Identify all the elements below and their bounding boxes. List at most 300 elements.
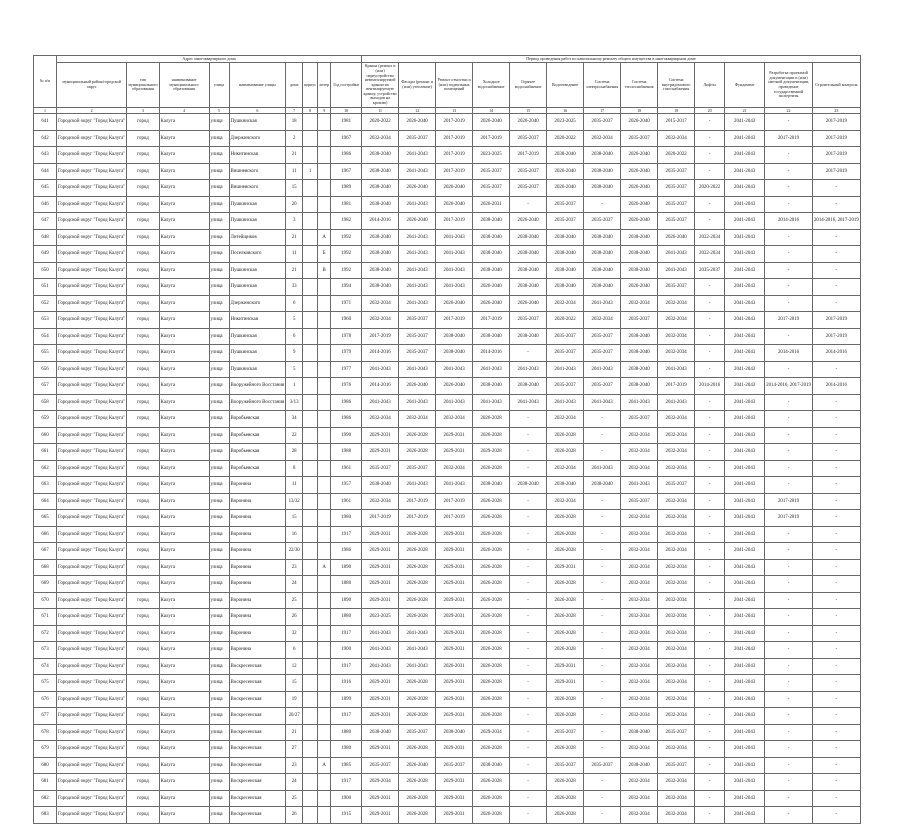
table-cell: 2032-2034 [621,592,658,609]
table-cell: Городской округ "Город Калуга" [57,559,127,576]
table-cell: 2026-2028 [473,675,510,692]
table-cell: 2041-2043 [621,477,658,494]
header-col-korpus: корпус [303,63,318,108]
table-cell: Городской округ "Город Калуга" [57,444,127,461]
table-cell: - [812,675,860,692]
table-cell: 2026-2028 [473,708,510,725]
table-cell: Калуга [159,658,209,675]
table-cell: 1916 [331,675,362,692]
table-cell: Калуга [159,147,209,164]
table-cell: 2029-2031 [436,625,473,642]
table-cell: 2038-2040 [362,279,399,296]
table-cell: 2026-2031 [473,196,510,213]
table-cell [303,576,318,593]
table-cell: город [127,427,159,444]
table-cell: город [127,609,159,626]
table-cell: 2026-2028 [473,510,510,527]
table-cell: - [695,411,725,428]
column-number: 13 [436,108,473,114]
table-cell: 16 [286,526,303,543]
table-cell [303,724,318,741]
table-cell: 2029-2031 [436,741,473,758]
table-cell: Городской округ "Город Калуга" [57,625,127,642]
table-cell: 2014-2016 [362,345,399,362]
table-cell: - [765,427,813,444]
table-cell: Калуга [159,411,209,428]
table-cell: Городской округ "Город Калуга" [57,691,127,708]
table-cell: 2017-2019 [765,493,813,510]
table-cell: - [812,543,860,560]
table-cell: Воскресенская [229,741,286,758]
table-cell: - [510,543,547,560]
table-cell: Калуга [159,691,209,708]
table-cell: Городской округ "Город Калуга" [57,246,127,263]
table-cell: 2041-2043 [725,691,765,708]
table-cell: 12 [286,658,303,675]
table-cell: Поселковского [229,246,286,263]
table-cell: Пушкинская [229,262,286,279]
table-cell: - [812,411,860,428]
table-cell: улица [209,625,229,642]
table-cell: 2041-2043 [725,229,765,246]
table-cell: Калуга [159,741,209,758]
table-cell: 2026-2040 [510,213,547,230]
column-number: 2 [57,108,127,114]
table-cell: Воронина [229,576,286,593]
table-cell: 2041-2043 [725,609,765,626]
table-cell: 2032-2034 [658,460,695,477]
table-cell: улица [209,510,229,527]
table-cell: 1990 [331,427,362,444]
table-cell: город [127,741,159,758]
table-cell: 2041-2043 [436,229,473,246]
table-cell: Вооружейного Восстания [229,394,286,411]
table-cell: 2029-2031 [436,691,473,708]
table-cell: Воскресенская [229,708,286,725]
table-cell: 2026-2040 [399,213,436,230]
table-cell: 2014-2016 [695,378,725,395]
table-cell: 21 [286,229,303,246]
table-cell: - [765,279,813,296]
table-cell: 2026-2028 [399,444,436,461]
table-cell: - [695,774,725,791]
table-cell: 2017-2019 [436,510,473,527]
header-col-facade: Фасады (ремонт и (или) утепление) [399,63,436,108]
table-cell: Калуга [159,361,209,378]
table-cell: Городской округ "Город Калуга" [57,147,127,164]
table-cell: 2035-2037 [436,757,473,774]
table-cell: 2038-2040 [547,229,584,246]
table-cell: 2032-2034 [621,691,658,708]
table-cell [318,163,331,180]
table-cell: 1986 [331,147,362,164]
table-cell: Никитинская [229,312,286,329]
table-cell: Городской округ "Город Калуга" [57,213,127,230]
table-cell: 2032-2034 [658,658,695,675]
table-cell [303,427,318,444]
table-cell: 2041-2043 [399,477,436,494]
table-cell: 2032-2034 [621,510,658,527]
table-cell: 2026-2040 [658,229,695,246]
table-cell: 20/27 [286,708,303,725]
table-cell: 2041-2043 [399,163,436,180]
table-cell: 2038-2040 [621,378,658,395]
table-cell: 2026-2028 [473,576,510,593]
column-number: 20 [695,108,725,114]
table-cell: 1988 [331,444,362,461]
table-cell: 655 [34,345,57,362]
table-cell: 657 [34,378,57,395]
table-cell: 2041-2043 [436,246,473,263]
table-cell: 1917 [331,625,362,642]
table-cell [303,658,318,675]
table-cell: - [765,295,813,312]
table-cell: город [127,163,159,180]
table-cell: 2032-2034 [658,295,695,312]
table-cell: Воронина [229,609,286,626]
table-cell: - [510,427,547,444]
table-cell: Калуга [159,213,209,230]
table-cell [303,592,318,609]
table-cell [303,213,318,230]
header-col-cold-water: Холодное водоснабжение [473,63,510,108]
table-cell: 2026-2040 [621,196,658,213]
table-cell: 2041-2043 [725,262,765,279]
table-cell: - [765,477,813,494]
table-cell: - [812,196,860,213]
table-cell: улица [209,774,229,791]
table-cell: 2038-2040 [473,477,510,494]
table-cell: - [695,460,725,477]
column-number: 3 [127,108,159,114]
table-cell: 1 [286,378,303,395]
table-cell: Калуга [159,790,209,807]
table-cell: 23 [286,559,303,576]
table-cell: 18 [286,114,303,131]
table-cell: - [695,576,725,593]
table-cell: 2035-2037 [584,328,621,345]
table-cell: 2029-2028 [473,444,510,461]
table-cell: - [584,411,621,428]
table-cell: 2032-2034 [658,790,695,807]
table-cell: - [695,147,725,164]
table-cell: - [812,807,860,824]
table-cell: - [812,708,860,725]
header-col-gas: Система внутридомового газоснабжения [658,63,695,108]
table-cell: - [584,741,621,758]
table-cell [303,394,318,411]
table-cell: А [318,559,331,576]
table-cell: 2026-2040 [510,295,547,312]
table-cell: 2029-2031 [362,592,399,609]
table-cell: Городской округ "Город Калуга" [57,130,127,147]
table-cell: 2041-2043 [399,196,436,213]
table-cell: - [812,246,860,263]
table-cell: Калуга [159,328,209,345]
table-cell: 2041-2043 [725,559,765,576]
header-col-docs: Разработка проектной документации и (или) сметной документации, проведение государственной экспертизы [765,63,813,108]
table-cell: - [812,444,860,461]
table-cell: 2032-2034 [621,642,658,659]
table-cell: Калуга [159,114,209,131]
table-cell: - [695,312,725,329]
table-cell: 675 [34,675,57,692]
table-cell: 2026-2028 [547,625,584,642]
table-cell: 2041-2043 [621,394,658,411]
table-cell: Воронина [229,543,286,560]
table-cell: 2029-2031 [436,526,473,543]
table-cell: 2038-2040 [547,279,584,296]
table-cell: - [584,543,621,560]
table-cell: 2029-2031 [362,807,399,824]
table-cell: улица [209,312,229,329]
table-cell: - [765,609,813,626]
table-cell: 2017-2019 [436,493,473,510]
table-cell: - [695,543,725,560]
table-cell: 2032-2034 [621,444,658,461]
table-cell: Пушкинская [229,328,286,345]
table-cell [318,411,331,428]
table-cell: 2038-2040 [436,724,473,741]
table-cell: 663 [34,477,57,494]
table-row [34,691,861,708]
table-cell: 1960 [331,312,362,329]
table-cell: 2026-2028 [399,774,436,791]
table-cell: - [695,394,725,411]
table-cell: 2032-2034 [547,295,584,312]
table-cell: 2032-2034 [658,609,695,626]
table-cell: 2029-2031 [436,708,473,725]
table-cell: - [812,559,860,576]
table-cell [318,427,331,444]
table-cell: - [765,114,813,131]
table-cell: 2026-2040 [473,279,510,296]
table-cell: 2041-2043 [658,361,695,378]
table-cell: 2032-2034 [399,411,436,428]
capital-repair-schedule-sheet [33,55,861,824]
table-cell: город [127,642,159,659]
table-cell [303,262,318,279]
table-cell: 2017-2019 [765,510,813,527]
table-cell: 1976 [331,378,362,395]
table-cell: 2032-2034 [362,130,399,147]
table-cell: улица [209,708,229,725]
table-cell [318,543,331,560]
table-row [34,295,861,312]
table-cell: 2026-2028 [547,691,584,708]
table-cell: 2041-2043 [725,213,765,230]
table-cell: - [695,807,725,824]
header-col-liter: литер [318,63,331,108]
table-cell: 2032-2034 [658,708,695,725]
table-cell: - [765,246,813,263]
table-cell: улица [209,543,229,560]
table-cell: - [695,592,725,609]
table-cell: 2032-2034 [658,510,695,527]
table-cell: 2026-2028 [473,625,510,642]
table-row [34,279,861,296]
table-row [34,807,861,824]
table-cell: 2017-2019 [436,213,473,230]
table-cell: 2026-2028 [547,642,584,659]
table-cell: Воронина [229,592,286,609]
column-number: 4 [159,108,209,114]
table-cell: - [812,757,860,774]
table-cell: 2032-2034 [362,295,399,312]
table-cell: 2041-2043 [725,790,765,807]
table-cell: Городской округ "Город Калуга" [57,724,127,741]
table-cell [303,477,318,494]
table-row [34,658,861,675]
table-cell: 2026-2028 [473,790,510,807]
table-cell: 2041-2043 [725,510,765,527]
table-cell: 2038-2040 [362,724,399,741]
table-cell: Городской округ "Город Калуга" [57,510,127,527]
table-cell: - [812,493,860,510]
table-cell: Калуга [159,460,209,477]
table-cell: 2029-2031 [436,543,473,560]
table-cell: 672 [34,625,57,642]
table-cell [318,493,331,510]
table-cell: 1 [303,163,318,180]
table-cell: 2026-2028 [473,559,510,576]
table-cell: 2041-2043 [725,642,765,659]
table-cell: 2038-2040 [473,262,510,279]
table-cell: улица [209,642,229,659]
table-cell: Городской округ "Город Калуга" [57,477,127,494]
table-cell: 2041-2043 [436,262,473,279]
table-cell: Калуга [159,394,209,411]
table-cell: - [765,262,813,279]
table-cell: 652 [34,295,57,312]
table-cell: - [510,642,547,659]
table-cell [303,361,318,378]
table-cell: 2017-2019 [812,163,860,180]
table-cell [303,774,318,791]
table-cell: 2026-2028 [547,543,584,560]
table-row [34,724,861,741]
table-cell: Городской округ "Город Калуга" [57,576,127,593]
table-cell: 2041-2043 [725,427,765,444]
table-cell: 2014-2016 [765,213,813,230]
table-cell: 2023-2025 [473,147,510,164]
table-cell: Калуга [159,807,209,824]
table-cell: 2020-2022 [362,114,399,131]
table-cell: - [812,477,860,494]
table-cell: 2026-2040 [436,180,473,197]
table-cell: 2041-2043 [725,411,765,428]
table-cell: 34 [286,411,303,428]
table-cell: 2041-2043 [725,724,765,741]
table-cell: город [127,213,159,230]
table-cell: 2041-2043 [725,163,765,180]
table-cell: 660 [34,427,57,444]
table-cell: 23 [286,757,303,774]
table-cell: 2026-2040 [399,114,436,131]
table-cell: 2035-2037 [399,724,436,741]
table-cell: город [127,675,159,692]
table-cell: - [765,625,813,642]
table-cell: 2035-2037 [658,477,695,494]
table-cell: - [695,642,725,659]
table-cell: Калуга [159,724,209,741]
table-cell: - [812,592,860,609]
table-cell: Калуга [159,609,209,626]
table-cell: 2038-2040 [621,229,658,246]
table-cell [303,180,318,197]
table-cell: 2029-2031 [362,691,399,708]
table-cell: Городской округ "Город Калуга" [57,394,127,411]
table-cell: 2041-2043 [399,642,436,659]
table-cell [318,114,331,131]
table-row [34,196,861,213]
table-cell: 2035-2037 [399,312,436,329]
table-cell [318,378,331,395]
table-cell: 2026-2028 [547,609,584,626]
table-cell: 2023-2025 [362,609,399,626]
column-number: 14 [473,108,510,114]
table-cell: 2032-2034 [658,411,695,428]
table-cell: 2038-2040 [473,246,510,263]
table-cell: 2026-2028 [473,807,510,824]
table-cell: 2041-2043 [725,378,765,395]
table-cell: - [765,691,813,708]
table-cell: 2026-2028 [547,790,584,807]
table-cell: 15 [286,510,303,527]
table-cell: город [127,460,159,477]
table-cell: 677 [34,708,57,725]
table-cell: Городской округ "Город Калуга" [57,757,127,774]
table-row [34,642,861,659]
table-cell: Калуга [159,510,209,527]
table-cell: 2026-2028 [399,592,436,609]
table-cell: 32 [286,625,303,642]
table-cell: 2017-2019 [812,130,860,147]
table-cell: 2026-2028 [473,642,510,659]
table-cell: Калуга [159,295,209,312]
table-cell: 2014-2016 [362,378,399,395]
header-col-street: наименование улицы [229,63,286,108]
table-cell: 2026-2040 [436,295,473,312]
table-cell: город [127,510,159,527]
table-cell: 5 [286,312,303,329]
table-cell: 2017-2019 [473,130,510,147]
table-cell: 2035-2037 [399,328,436,345]
table-cell: - [510,510,547,527]
table-cell: 2035-2037 [621,411,658,428]
table-cell: город [127,345,159,362]
table-cell: 1917 [331,658,362,675]
table-cell: - [812,279,860,296]
table-cell [303,444,318,461]
table-cell: Калуга [159,130,209,147]
table-cell: - [765,708,813,725]
table-cell: Воскресенская [229,757,286,774]
table-cell [303,345,318,362]
table-cell: 2032-2034 [658,592,695,609]
table-cell: Никитинская [229,147,286,164]
table-cell: - [812,295,860,312]
table-cell: 2026-2028 [399,675,436,692]
table-cell: 2038-2040 [362,180,399,197]
table-cell: 2032-2034 [621,774,658,791]
table-cell: улица [209,345,229,362]
table-cell: 2026-2028 [473,658,510,675]
table-cell: 2026-2028 [473,427,510,444]
table-cell: 2041-2043 [725,312,765,329]
table-cell: 2035-2037 [658,180,695,197]
table-row [34,361,861,378]
